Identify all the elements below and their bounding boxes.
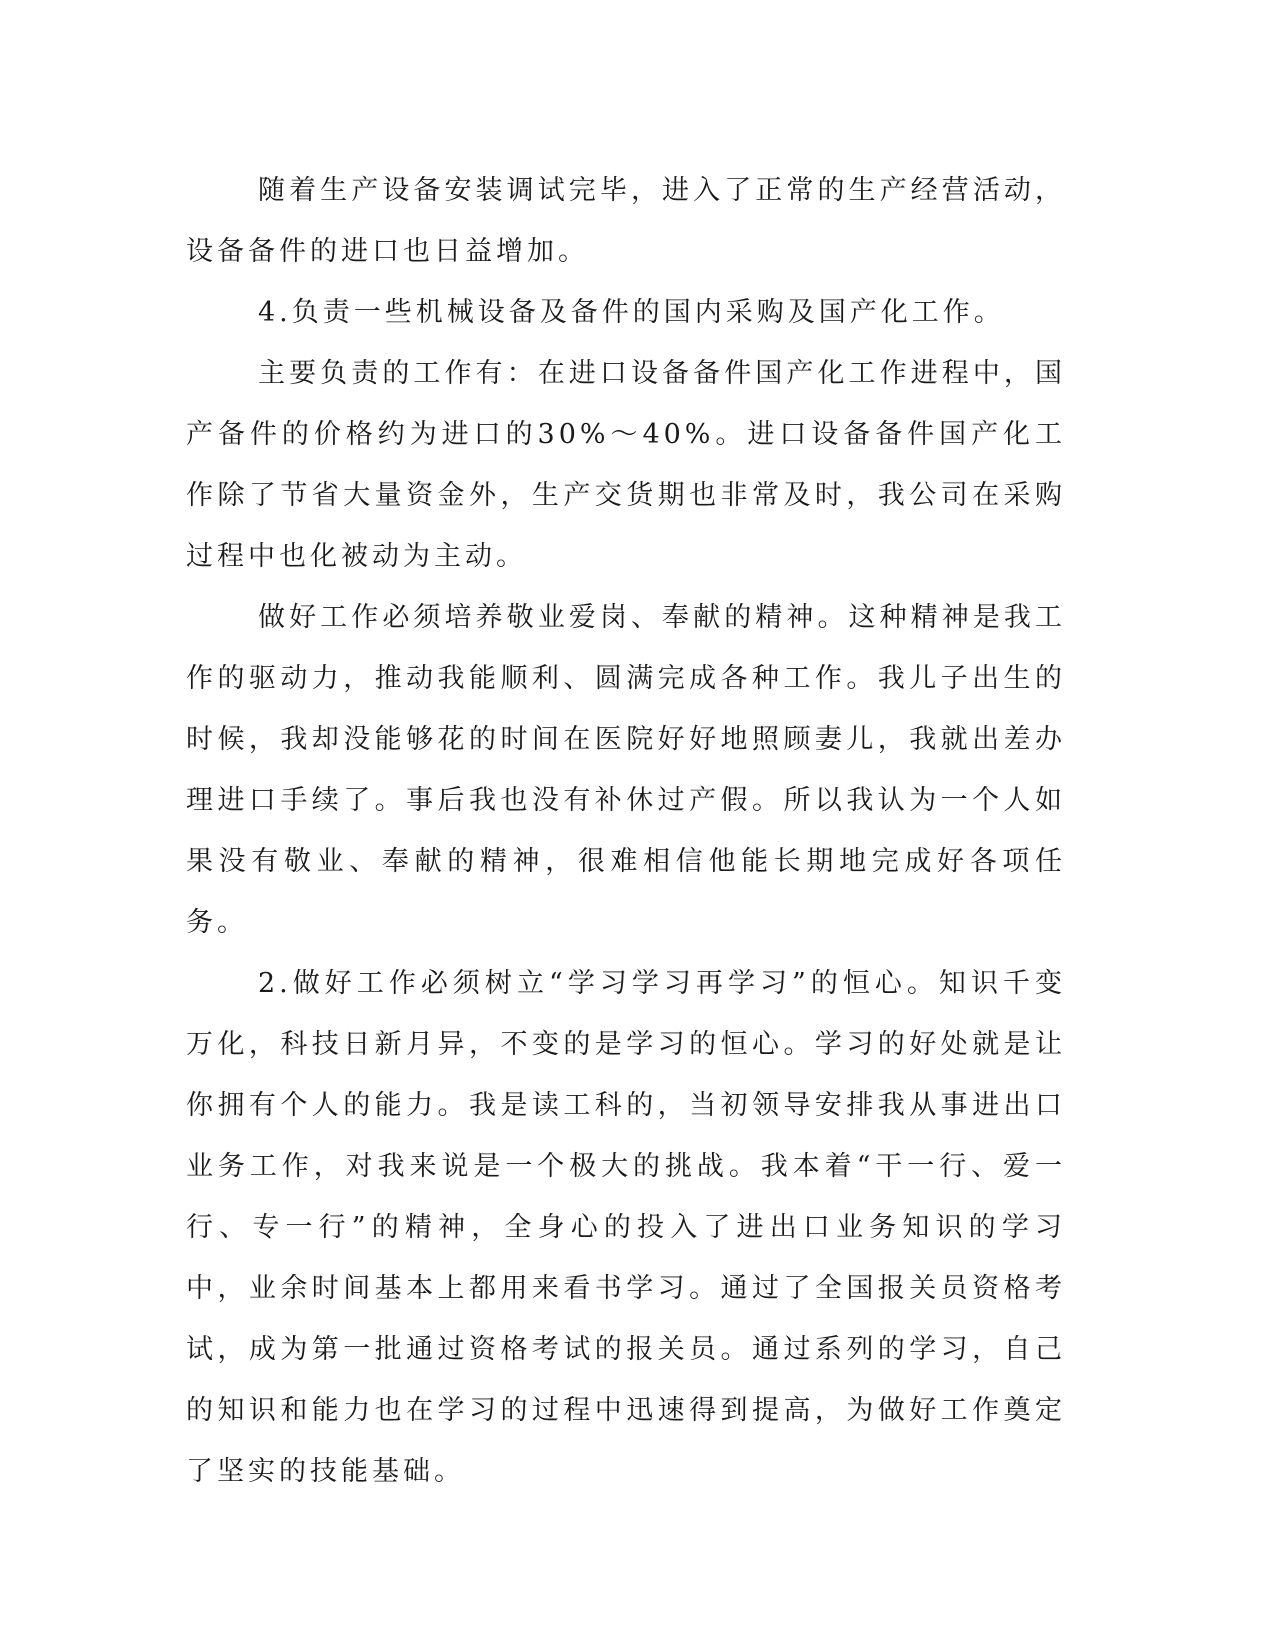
paragraph-equipment-import: 随着生产设备安装调试完毕，进入了正常的生产经营活动，设备备件的进口也日益增加。 [186,175,1066,267]
document-body [186,160,1066,1502]
paragraph-main-responsibilities: 主要负责的工作有：在进口设备备件国产化工作进程中，国产备件的价格约为进口的30%～40%。进口设备备件国产化工作除了节省大量资金外，生产交货期也非常及时，我公司在采购过程中也化被动为主动。 [186,358,1066,572]
paragraph-item-4-heading: 4.负责一些机械设备及备件的国内采购及国产化工作。 [258,297,1005,328]
paragraph-dedication: 做好工作必须培养敬业爱岗、奉献的精神。这种精神是我工作的驱动力，推动我能顺利、圆满完成各种工作。我儿子出生的时候，我却没能够花的时间在医院好好地照顾妻儿，我就出差办理进口手续了。事后我也没有补休过产假。所以我认为一个人如果没有敬业、奉献的精神，很难相信他能长期地完成好各项任务。 [186,602,1066,938]
paragraph-item-2-learning: 2.做好工作必须树立“学习学习再学习”的恒心。知识千变万化，科技日新月异，不变的是学习的恒心。学习的好处就是让你拥有个人的能力。我是读工科的，当初领导安排我从事进出口业务工作，对我来说是一个极大的挑战。我本着“干一行、爱一行、专一行”的精神，全身心的投入了进出口业务知识的学习中，业余时间基本上都用来看书学习。通过了全国报关员资格考试，成为第一批通过资格考试的报关员。通过系列的学习，自己的知识和能力也在学习的过程中迅速得到提高，为做好工作奠定了坚实的技能基础。 [186,968,1066,1487]
